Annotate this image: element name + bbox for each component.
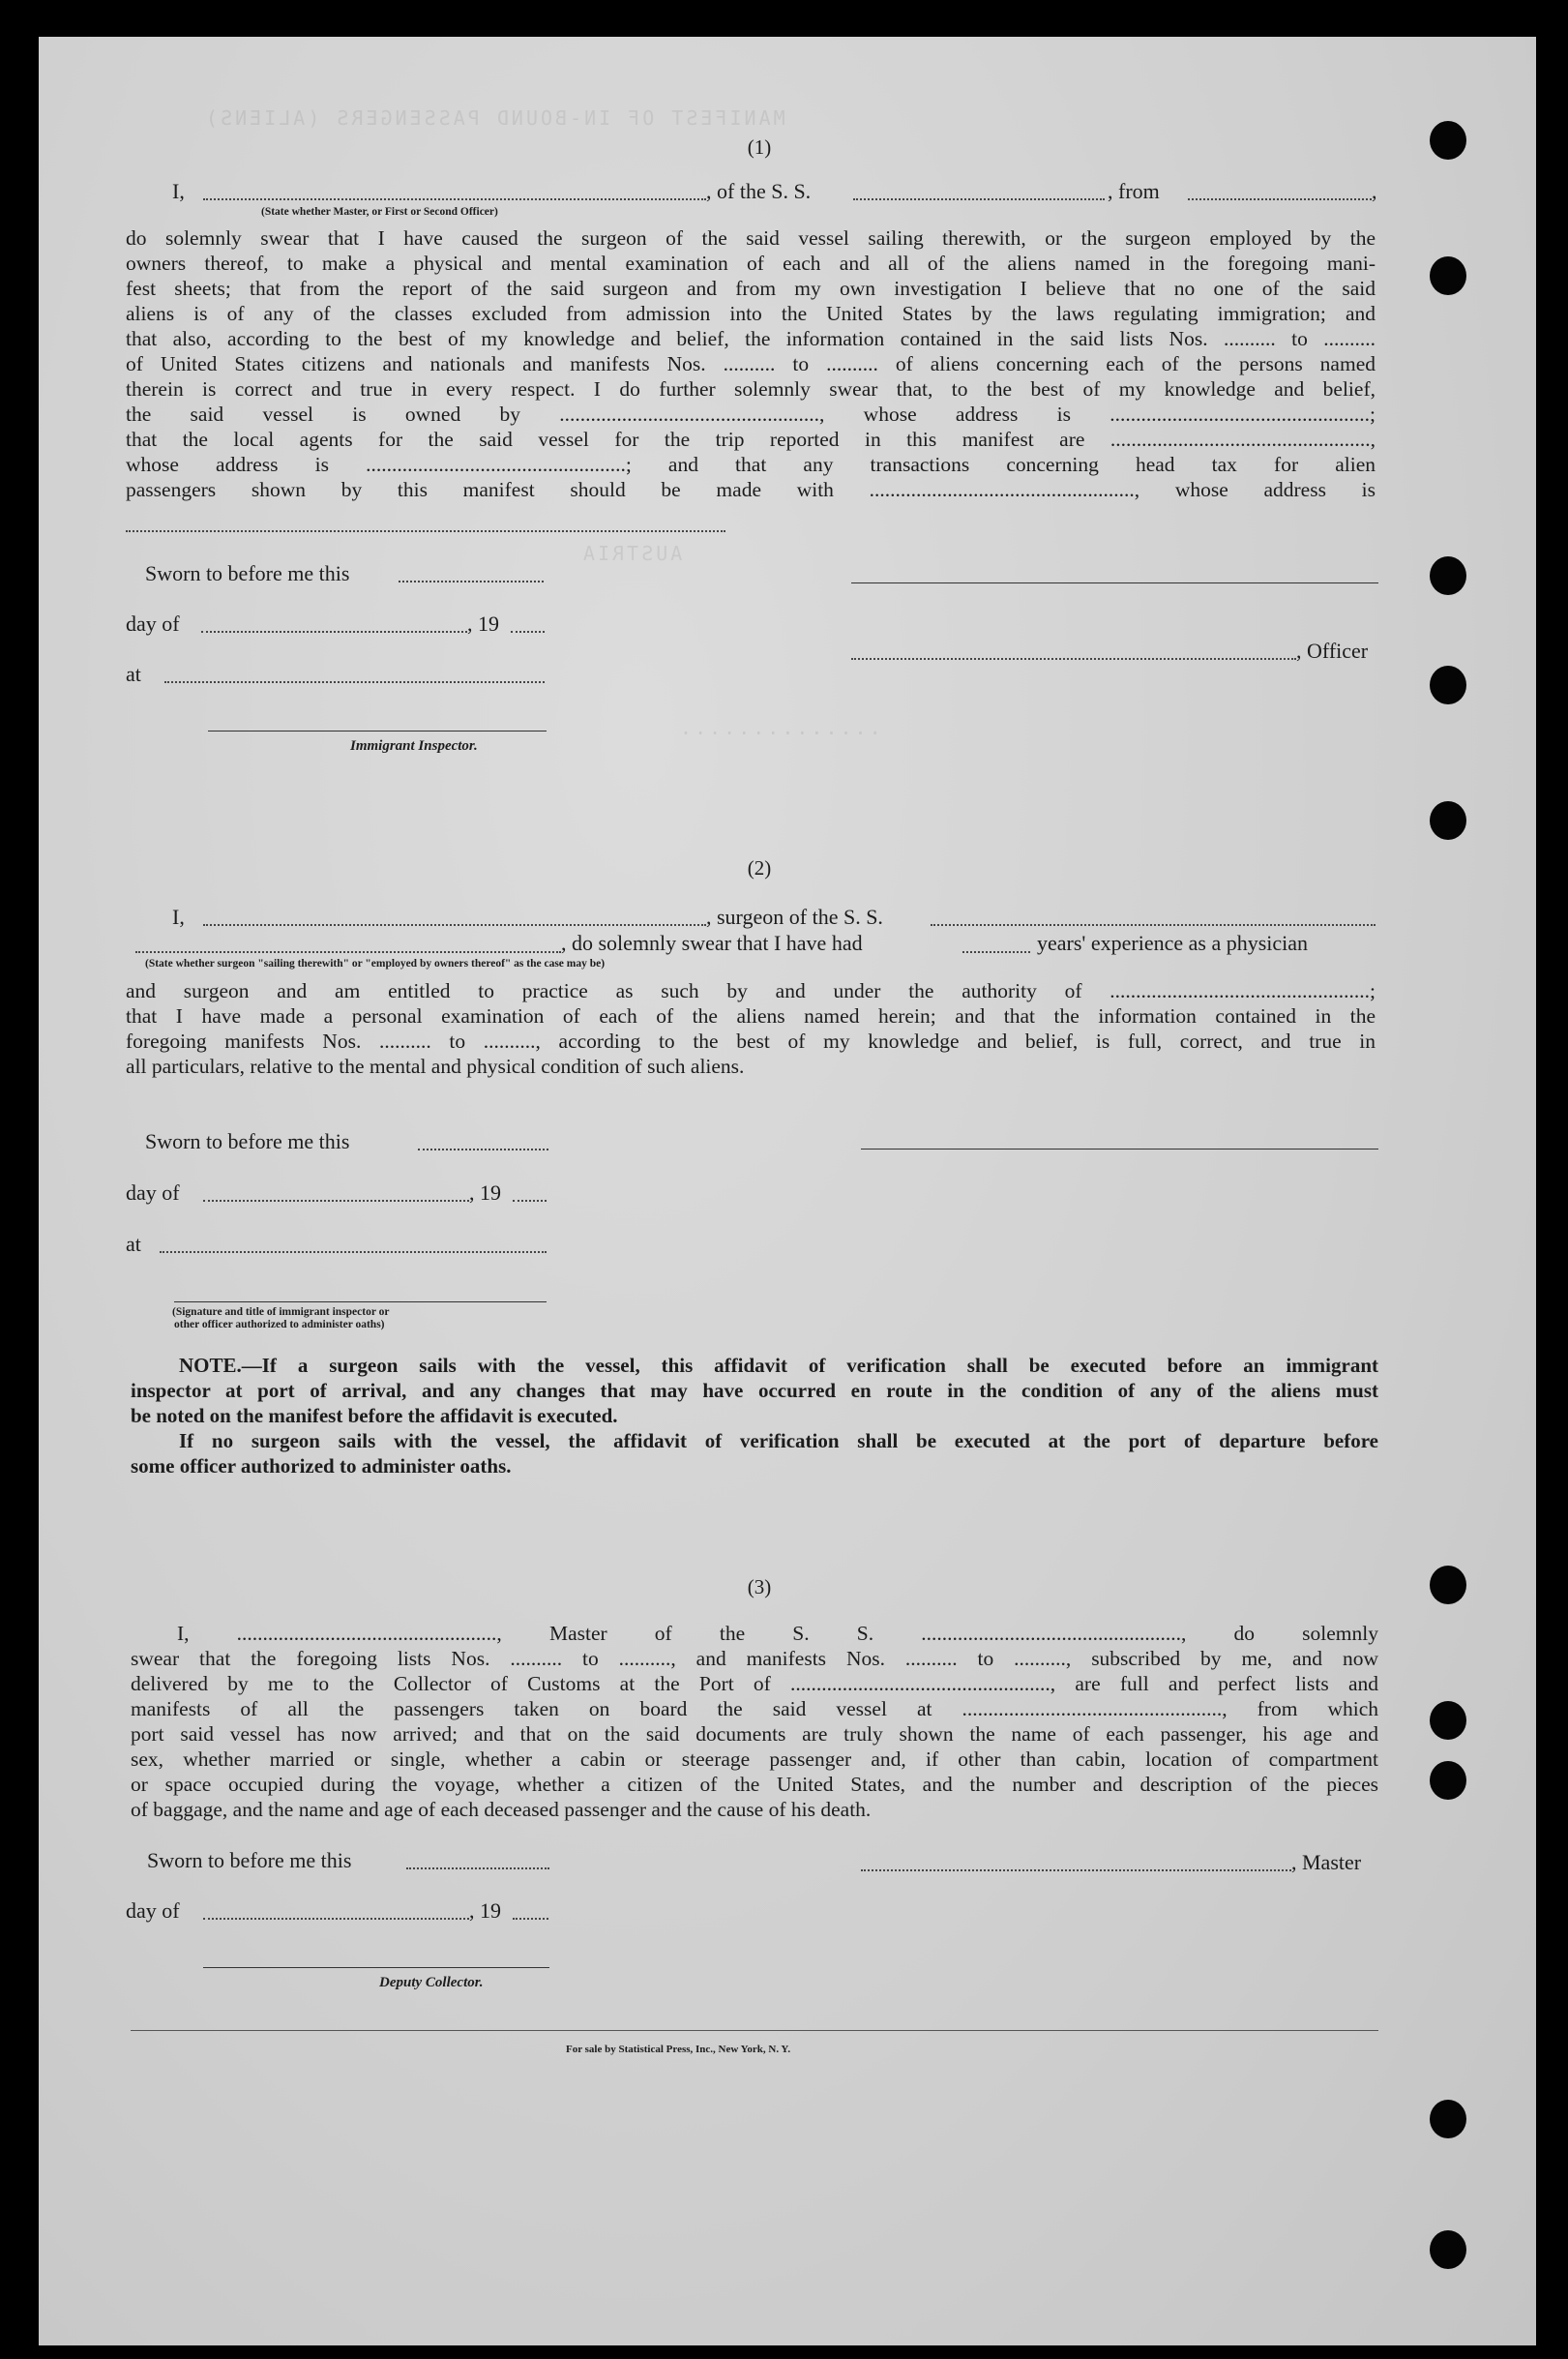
inspector-signature-line[interactable]	[174, 1301, 547, 1302]
sworn-date-field[interactable]	[418, 1149, 548, 1150]
signature-caption: other officer authorized to administer oaths)	[174, 1319, 385, 1330]
punch-hole	[1430, 666, 1466, 704]
at-field[interactable]	[160, 1251, 547, 1253]
punch-hole	[1430, 2230, 1466, 2269]
day-field[interactable]	[203, 1918, 469, 1920]
oath-line: do solemnly swear that I have caused the surgeon of the said vessel sailing therewith, or the surgeon employed by the	[126, 226, 1376, 250]
oath-line: or space occupied during the voyage, whether a citizen of the United States, and the number and description of the pieces	[131, 1773, 1378, 1796]
section-number: (3)	[747, 1575, 772, 1598]
oath-line: delivered by me to the Collector of Customs at the Port of .................................................., are full and perfect lists and	[131, 1672, 1378, 1695]
master-signature-line[interactable]	[861, 1869, 1291, 1871]
oath-line: fest sheets; that from the report of the said surgeon and from my own investigation I believe that no one of the said	[126, 277, 1376, 300]
oath-opening: I,	[172, 905, 185, 929]
from-label: , from	[1108, 179, 1160, 203]
surgeon-status-field[interactable]	[135, 951, 561, 953]
day-field[interactable]	[201, 631, 467, 633]
punch-hole	[1430, 256, 1466, 295]
printer-imprint: For sale by Statistical Press, Inc., New York, N. Y.	[566, 2044, 791, 2055]
oath-line: foregoing manifests Nos. .......... to .........., according to the best of my knowledge and belief, is full, correct, and true in	[126, 1030, 1376, 1053]
year-field[interactable]	[513, 1200, 547, 1202]
day-field[interactable]	[203, 1200, 469, 1202]
surgeon-label: , surgeon of the S. S.	[706, 905, 883, 929]
oath-line: manifests of all the passengers taken on board the said vessel at .................................................., from which	[131, 1697, 1378, 1720]
officer-title-field[interactable]	[851, 658, 1296, 660]
bleed-through: AUSTRIA	[580, 542, 683, 565]
bleed-through: MANIFEST OF IN-BOUND PASSENGERS (ALIENS)	[203, 106, 785, 130]
oath-text-1	[126, 225, 1376, 502]
vessel-name-field[interactable]	[853, 198, 1105, 200]
oath-line: whose address is ..................................................; and that any transactions concerning head tax for alien	[126, 453, 1376, 476]
footer-rule	[131, 2030, 1378, 2031]
day-label: day of	[126, 1180, 180, 1205]
note-line: some officer authorized to administer oaths.	[131, 1454, 512, 1478]
year-label: , 19	[467, 612, 499, 636]
oath-line: that the local agents for the said vessel for the trip reported in this manifest are ..................................................,	[126, 428, 1376, 451]
oath-line: that I have made a personal examination of each of the aliens named herein; and that the information contained in the	[126, 1004, 1376, 1028]
day-label: day of	[126, 1898, 180, 1923]
vessel-label: , of the S. S.	[706, 179, 812, 203]
oath-line: of baggage, and the name and age of each deceased passenger and the cause of his death.	[131, 1798, 872, 1821]
oath-line: the said vessel is owned by .................................................., whose address is ..................................................;	[126, 403, 1376, 426]
year-label: , 19	[469, 1180, 501, 1205]
vessel-name-field[interactable]	[931, 924, 1376, 926]
sworn-label: Sworn to before me this	[147, 1848, 352, 1872]
day-label: day of	[126, 612, 180, 636]
oath-text-2	[126, 978, 1376, 1079]
at-label: at	[126, 662, 141, 686]
collector-caption: Deputy Collector.	[379, 1975, 484, 1990]
note-line: inspector at port of arrival, and any changes that may have occurred en route in the condition of any of the aliens must	[131, 1379, 1378, 1402]
section-number: (2)	[747, 856, 772, 880]
years-field[interactable]	[962, 951, 1030, 953]
surgeon-signature-line[interactable]	[861, 1149, 1378, 1150]
comma: ,	[1372, 179, 1377, 203]
note-line: If no surgeon sails with the vessel, the affidavit of verification shall be executed at the port of departure before	[179, 1429, 1378, 1452]
master-label: , Master	[1291, 1850, 1362, 1874]
oath-line: owners thereof, to make a physical and mental examination of each and all of the aliens named in the foregoing mani-	[126, 252, 1376, 275]
field-instruction: (State whether Master, or First or Second Officer)	[261, 206, 498, 218]
oath-line: I, .................................................., Master of the S. S. .................................................., do solemnly	[177, 1622, 1378, 1645]
sworn-label: Sworn to before me this	[145, 1129, 350, 1153]
sworn-date-field[interactable]	[406, 1867, 549, 1869]
year-field[interactable]	[511, 631, 545, 633]
oath-line: all particulars, relative to the mental and physical condition of such aliens.	[126, 1055, 745, 1078]
sworn-label: Sworn to before me this	[145, 561, 350, 585]
swear-clause: , do solemnly swear that I have had	[561, 931, 863, 955]
note-line: be noted on the manifest before the affidavit is executed.	[131, 1404, 618, 1427]
oath-line: and surgeon and am entitled to practice as such by and under the authority of ..................................................;	[126, 979, 1376, 1002]
from-port-field[interactable]	[1188, 198, 1372, 200]
at-field[interactable]	[164, 681, 545, 683]
punch-hole	[1430, 1566, 1466, 1604]
year-label: , 19	[469, 1898, 501, 1923]
address-field[interactable]	[126, 530, 725, 532]
surgeon-name-field[interactable]	[203, 924, 706, 926]
years-label: years' experience as a physician	[1037, 931, 1309, 955]
punch-hole	[1430, 801, 1466, 840]
oath-line: of United States citizens and nationals and manifests Nos. .......... to .......... of aliens concerning each of the persons named	[126, 352, 1376, 375]
officer-name-field[interactable]	[203, 198, 706, 200]
oath-line: swear that the foregoing lists Nos. .......... to .........., and manifests Nos. .......... to .........., subscribed by me, and now	[131, 1647, 1378, 1670]
punch-hole	[1430, 556, 1466, 595]
sworn-date-field[interactable]	[399, 581, 544, 582]
oath-opening: I,	[172, 179, 185, 203]
inspector-caption: Immigrant Inspector.	[350, 738, 478, 754]
collector-signature-line[interactable]	[203, 1967, 549, 1968]
oath-line: port said vessel has now arrived; and that on the said documents are truly shown the name of each passenger, his age and	[131, 1722, 1378, 1746]
oath-text-3	[131, 1621, 1378, 1822]
oath-line: aliens is of any of the classes excluded from admission into the United States by the laws regulating immigration; and	[126, 302, 1376, 325]
year-field[interactable]	[513, 1918, 548, 1920]
oath-line: that also, according to the best of my knowledge and belief, the information contained in the said lists Nos. .......... to ..........	[126, 327, 1376, 350]
officer-signature-line[interactable]	[851, 582, 1378, 583]
punch-hole	[1430, 121, 1466, 160]
oath-line: sex, whether married or single, whether a cabin or steerage passenger and, if other than cabin, location of compartment	[131, 1747, 1378, 1771]
punch-hole	[1430, 1701, 1466, 1740]
field-instruction: (State whether surgeon "sailing therewith" or "employed by owners thereof" as the case may be)	[145, 958, 606, 970]
bleed-through: ..............	[677, 716, 881, 739]
officer-label: , Officer	[1296, 639, 1369, 663]
section-number: (1)	[747, 135, 772, 159]
note-line: NOTE.—If a surgeon sails with the vessel, this affidavit of verification shall be executed before an immigrant	[179, 1354, 1378, 1377]
punch-hole	[1430, 2100, 1466, 2138]
oath-line: passengers shown by this manifest should be made with ..................................................., whose address is	[126, 478, 1376, 501]
oath-line: therein is correct and true in every respect. I do further solemnly swear that, to the best of my knowledge and belief,	[126, 377, 1376, 401]
punch-hole	[1430, 1761, 1466, 1800]
inspector-signature-line[interactable]	[208, 731, 547, 732]
at-label: at	[126, 1232, 141, 1256]
note-text	[131, 1353, 1378, 1478]
signature-caption: (Signature and title of immigrant inspector or	[172, 1306, 390, 1318]
